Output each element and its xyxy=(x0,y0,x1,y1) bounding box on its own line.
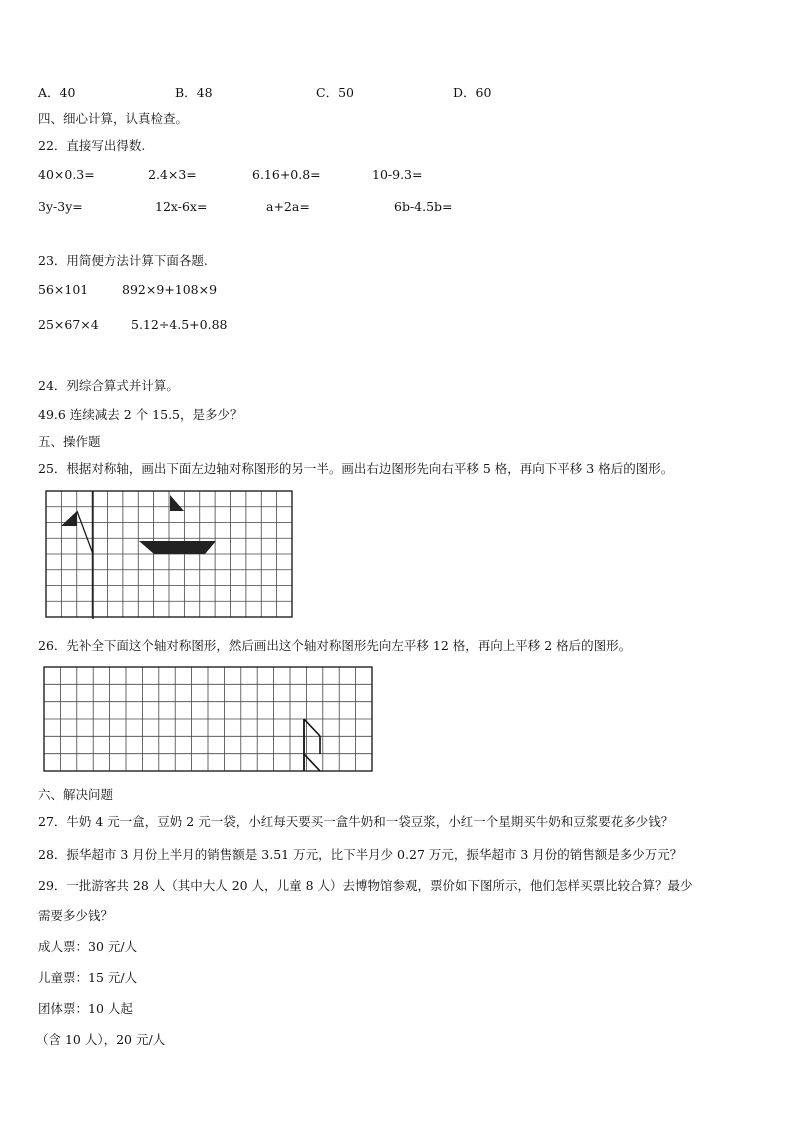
q22-item: 3y-3y= xyxy=(38,199,83,214)
q22-item: 6.16+0.8= xyxy=(252,167,321,182)
option-d: D．60 xyxy=(453,85,492,100)
section-6-heading: 六、解决问题 xyxy=(38,787,114,802)
option-a: A．40 xyxy=(38,85,76,100)
left-triangle-shape xyxy=(61,511,77,526)
q24-title: 24．列综合算式并计算。 xyxy=(38,378,179,393)
q26-grid-figure xyxy=(44,667,374,773)
group-ticket-price: 团体票：10 人起 xyxy=(38,1001,133,1016)
q27-text: 27．牛奶 4 元一盒，豆奶 2 元一袋，小红每天要买一盒牛奶和一袋豆浆，小红一个星期买牛奶和豆浆要花多少钱？ xyxy=(38,814,674,829)
q25-text: 25．根据对称轴，画出下面左边轴对称图形的另一半。画出右边图形先向右平移 5 格，再向下平移 3 格后的图形。 xyxy=(38,461,674,476)
q22-item: 2.4×3= xyxy=(148,167,197,182)
q23-item: 25×67×4 xyxy=(38,317,99,332)
group-ticket-condition: （含 10 人），20 元/人 xyxy=(36,1032,166,1047)
section-5-heading: 五、操作题 xyxy=(38,434,101,449)
adult-ticket-price: 成人票：30 元/人 xyxy=(38,939,138,954)
q23-item: 5.12÷4.5+0.88 xyxy=(131,317,228,332)
q23-item: 892×9+108×9 xyxy=(122,282,218,297)
q25-grid-figure xyxy=(46,491,294,619)
q29-line1: 29．一批游客共 28 人（其中大人 20 人，儿童 8 人）去博物馆参观，票价如下图所示，他们怎样买票比较合算？最少 xyxy=(38,878,693,893)
q23-item: 56×101 xyxy=(38,282,89,297)
q22-item: 12x-6x= xyxy=(155,199,208,214)
option-c: C．50 xyxy=(316,85,354,100)
q22-item: 10-9.3= xyxy=(372,167,423,182)
child-ticket-price: 儿童票：15 元/人 xyxy=(38,970,138,985)
q22-item: 40×0.3= xyxy=(38,167,95,182)
q22-item: 6b-4.5b= xyxy=(394,199,453,214)
section-4-heading: 四、细心计算，认真检查。 xyxy=(38,111,189,126)
q28-text: 28．振华超市 3 月份上半月的销售额是 3.51 万元，比下半月少 0.27 万元，振华超市 3 月份的销售额是多少万元？ xyxy=(38,847,683,862)
q23-title: 23．用简便方法计算下面各题. xyxy=(38,253,208,268)
right-triangle-shape xyxy=(170,495,184,511)
option-b: B．48 xyxy=(175,85,213,100)
trapezoid-shape xyxy=(139,541,216,554)
q22-item: a+2a= xyxy=(266,199,310,214)
q29-line2: 需要多少钱？ xyxy=(38,908,114,923)
q24-text: 49.6 连续减去 2 个 15.5，是多少？ xyxy=(38,407,243,422)
q22-title: 22．直接写出得数. xyxy=(38,138,146,153)
q26-text: 26．先补全下面这个轴对称图形，然后画出这个轴对称图形先向左平移 12 格，再向上平移 2 格后的图形。 xyxy=(38,638,632,653)
